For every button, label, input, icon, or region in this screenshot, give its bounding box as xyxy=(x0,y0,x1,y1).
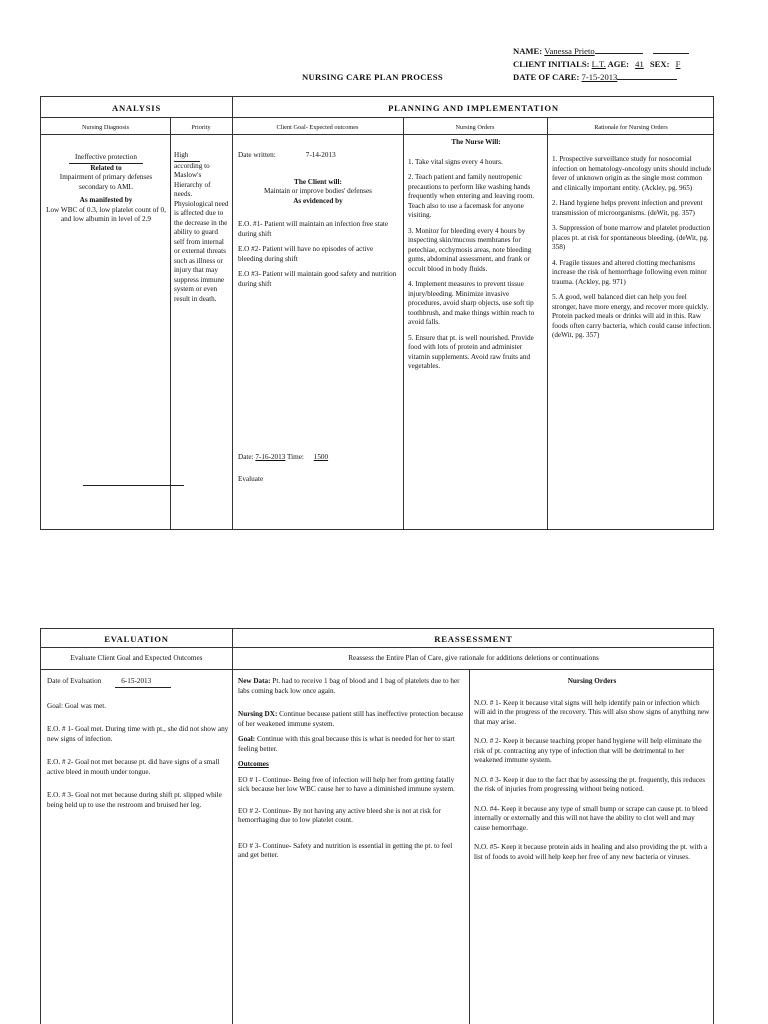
goal-date-value: 7-16-2013 xyxy=(255,453,286,461)
date-written-value: 7-14-2013 xyxy=(305,151,336,159)
divider xyxy=(547,117,548,529)
nursing-orders-heading: Nursing Orders xyxy=(567,677,617,685)
related-text: Impairment of primary defenses secondary to AML xyxy=(59,173,153,191)
divider xyxy=(232,97,233,529)
manifested-text: Low WBC of 0.3, low platelet count of 0, and low albumin in level of 2.9 xyxy=(46,205,166,223)
age-label: AGE: xyxy=(607,59,629,69)
order-item: 1. Take vital signs every 4 hours. xyxy=(408,157,503,166)
goal-date-label: Date: xyxy=(238,453,254,461)
evaluation-subheading: Evaluate Client Goal and Expected Outcomes xyxy=(70,654,203,662)
signature-line xyxy=(83,485,184,486)
goal-cell xyxy=(238,151,398,295)
rationale-item: 5. A good, well balanced diet can help you feel stronger, have more energy, and recover more quickly. Protein packed meals or drinks will aid in this. Raw foods often carry bacteria, which could cause infection. (deWit, pg. 357) xyxy=(552,293,712,339)
analysis-heading: ANALYSIS xyxy=(111,103,162,113)
order-item: 5. Ensure that pt. is well nourished. Provide food with lots of protein and administer vitamin supplements. Avoid raw fruits and vegetables. xyxy=(408,333,534,370)
goal-time-label: Time: xyxy=(287,453,304,461)
priority-level: High xyxy=(174,151,200,162)
date-of-care-label: DATE OF CARE: xyxy=(513,72,580,82)
divider xyxy=(403,117,404,529)
order-item: 4. Implement measures to prevent tissue injury/bleeding. Minimize invasive procedures, avoid sharp objects, use soft tip toothbrush, and make things within reach to avoid falls. xyxy=(408,280,535,326)
eval-goal: Goal: Goal was met. xyxy=(47,701,107,710)
rationale-item: 1. Prospective surveillance study for nosocomial infection on hematology-oncology units should include fever of unknown origin as the single most common and clinically important entity. (Ackley, pg. 965) xyxy=(552,155,712,192)
name-label: NAME: xyxy=(513,46,543,56)
rationale-cell xyxy=(552,155,712,347)
reassess-eo1: EO # 1- Continue- Being free of infection will help her from getting fatally sick because her low WBC cause her to have a diminished immune system. xyxy=(238,775,455,793)
evidenced-label: As evidenced by xyxy=(293,196,343,205)
eval-date-value: 6-15-2013 xyxy=(115,677,171,688)
nursing-dx-label: Nursing DX: xyxy=(238,710,278,718)
nursing-dx-text: Continue because patient still has ineffective protection because of her weakened immune system. xyxy=(238,710,464,728)
divider xyxy=(232,629,233,1024)
priority-cell xyxy=(174,151,230,304)
reassess-order-item: N.O. # 1- Keep it because vital signs will help identify pain or infection which will aid in the progress of the recovery. This will also show signs of anything new that may arise. xyxy=(474,698,710,726)
date-written-label: Date written: xyxy=(238,151,276,159)
eo1-text: E.O. #1- Patient will maintain an infection free state during shift xyxy=(238,220,389,238)
new-data-text: Pt. had to receive 1 bag of blood and 1 bag of platelets due to her labs coming back low once again. xyxy=(238,677,460,695)
page-title: NURSING CARE PLAN PROCESS xyxy=(302,72,443,82)
divider xyxy=(170,117,171,529)
rationale-item: 4. Fragile tissues and altered clotting mechanisms increase the risk of hemorrhage following even minor trauma. (Ackley, pg. 971) xyxy=(552,258,707,286)
reassess-orders-cell xyxy=(474,677,710,868)
related-label: Related to xyxy=(90,163,122,172)
name-extra-underline xyxy=(653,53,689,54)
eo3-text: E.O #3- Patient will maintain good safety and nutrition during shift xyxy=(238,270,397,288)
client-line xyxy=(513,59,684,70)
reassess-order-item: N.O. # 2- Keep it because teaching proper hand hygiene will help eliminate the risk of pt. contracting any type of infection that will be detrimental to her weakened immune system. xyxy=(474,737,702,764)
col-rationale: Rationale for Nursing Orders xyxy=(594,124,668,131)
col-goal: Client Goal- Expected outcomes xyxy=(276,124,359,131)
order-item: 2. Teach patient and family neutropenic precautions to perform like washing hands frequently when entering and leaving room. Teach also to use a facemask for anyone visiting. xyxy=(408,173,535,219)
manifested-label: As manifested by xyxy=(79,196,133,204)
reassessment-heading: REASSESSMENT xyxy=(434,634,513,644)
divider xyxy=(41,647,713,648)
client-value: L.T. xyxy=(591,59,606,69)
outcomes-label: Outcomes xyxy=(238,760,269,768)
rationale-item: 3. Suppression of bone marrow and platelet production places pt. at risk for spontaneous bleeding. (deWit, pg. 358) xyxy=(552,224,711,251)
reassessment-cell xyxy=(238,677,464,867)
eo2-text: E.O #2- Patient will have no episodes of active bleeding during shift xyxy=(238,245,374,263)
col-orders: Nursing Orders xyxy=(455,124,495,131)
sex-value: F xyxy=(675,59,681,69)
col-diagnosis: Nursing Diagnosis xyxy=(81,124,130,131)
planning-heading: PLANNING AND IMPLEMENTATION xyxy=(388,103,559,113)
order-item: 3. Monitor for bleeding every 4 hours by inspecting skin/mucous membranes for petechiae, ecchymosis areas, note bleeding gums, abdominal assessment, and frank or occult blood in body fluids. xyxy=(408,226,532,273)
date-of-care-value: 7-15-2013 xyxy=(581,72,618,82)
name-line xyxy=(513,46,689,57)
eval-eo3: E.O. # 3- Goal not met because during shift pt. slipped while being held up to use the restroom and bruised her leg. xyxy=(47,791,222,809)
care-plan-table xyxy=(40,96,714,530)
client-will-text: Maintain or improve bodies' defenses xyxy=(264,187,372,195)
date-underline xyxy=(617,79,677,80)
rationale-item: 2. Hand hygiene helps prevent infection and prevent transmission of microorganisms. (deWit, pg. 357) xyxy=(552,199,703,217)
diagnosis-cell xyxy=(45,153,167,225)
goal-date-line xyxy=(238,453,398,463)
reassess-goal-text: Continue with this goal because this is what is needed for her to start feeling better. xyxy=(238,735,455,753)
evaluate-label: Evaluate xyxy=(238,475,264,483)
reassess-goal-label: Goal: xyxy=(238,735,256,743)
diagnosis-problem: Ineffective protection xyxy=(69,153,143,164)
eval-eo1: E.O. # 1- Goal met. During time with pt., she did not show any new signs of infection. xyxy=(47,725,229,743)
client-label: CLIENT INITIALS: xyxy=(513,59,590,69)
sex-label: SEX: xyxy=(649,59,670,69)
new-data-label: New Data: xyxy=(238,677,271,685)
eval-date-label: Date of Evaluation xyxy=(47,677,102,685)
reassess-order-item: N.O. #5- Keep it because protein aids in healing and also providing the pt. with a list of foods to avoid will help keep her free of any new bacteria or viruses. xyxy=(474,843,708,861)
reassess-order-item: N.O. # 3- Keep it due to the fact that by assessing the pt. frequently, this reduces the risk of injuries from progressing without being noticed. xyxy=(474,775,706,793)
priority-text: according to Maslow's Hierarchy of needs. Physiological need is affected due to the decrease in the ability to guard self from internal or external threats such as illness or injury that may suppress immune system or even result in death. xyxy=(174,161,229,303)
date-of-care-line xyxy=(513,72,677,83)
evaluation-table xyxy=(40,628,714,1024)
divider xyxy=(41,134,713,135)
evaluation-cell xyxy=(47,677,229,816)
divider xyxy=(41,117,713,118)
col-priority: Priority xyxy=(191,124,211,131)
goal-time-value: 1500 xyxy=(313,453,329,461)
reassess-order-item: N.O. #4- Keep it because any type of small bump or scrape can cause pt. to bleed internally or externally and this will not have the ability to clot well and may cause hemorrhage. xyxy=(474,804,708,832)
age-value: 41 xyxy=(635,59,644,69)
orders-cell xyxy=(408,138,544,378)
nurse-will-heading: The Nurse Will: xyxy=(451,138,501,146)
name-underline xyxy=(595,53,643,54)
name-value: Vanessa Prieto xyxy=(544,46,595,56)
reassess-eo3: EO # 3- Continue- Safety and nutrition is essential in getting the pt. to feel and get better. xyxy=(238,841,453,859)
eval-eo2: E.O. # 2- Goal not met because pt. did have signs of a small active bleed in mouth under tongue. xyxy=(47,758,220,776)
evaluation-heading: EVALUATION xyxy=(104,634,169,644)
reassess-eo2: EO # 2- Continue- By not having any active bleed she is not at risk for hemorrhaging due to low platelet count. xyxy=(238,806,442,824)
reassessment-subheading: Reassess the Entire Plan of Care, give rationale for additions deletions or continuations xyxy=(348,654,599,662)
divider xyxy=(469,669,470,1024)
divider xyxy=(41,669,713,670)
client-will-label: The Client will: xyxy=(294,177,342,186)
